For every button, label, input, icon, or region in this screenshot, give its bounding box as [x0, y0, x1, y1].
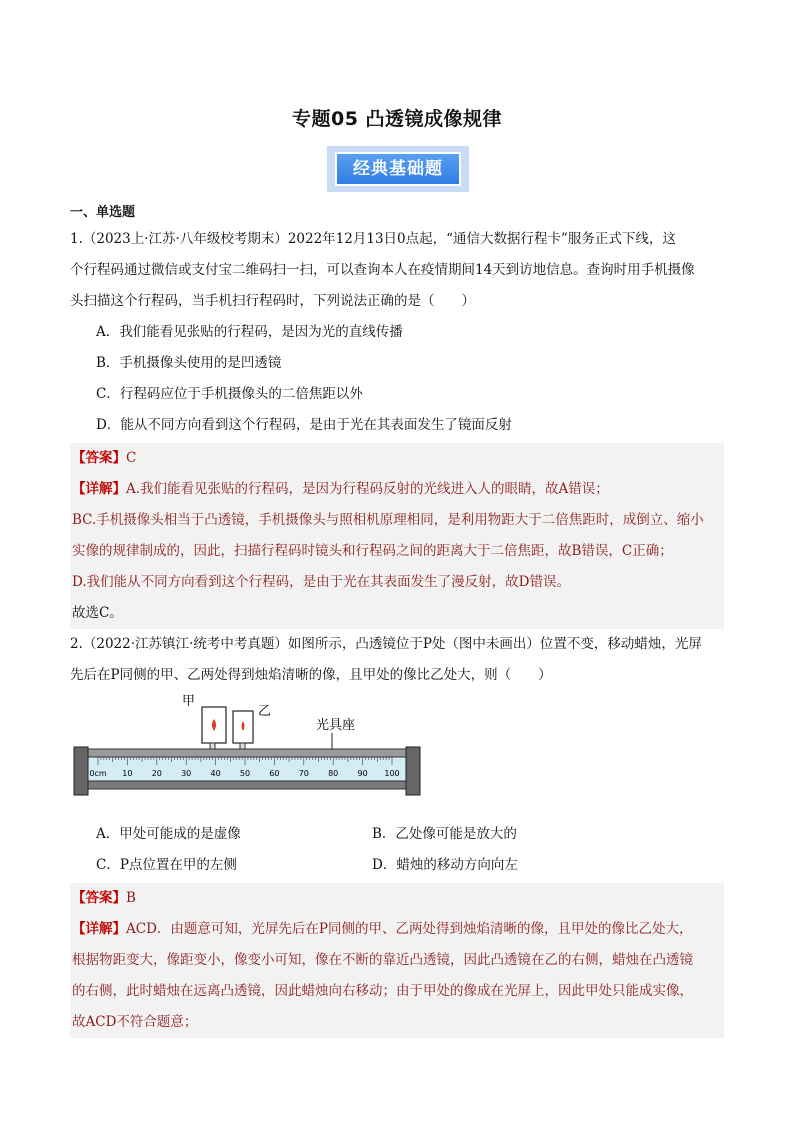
- q1-option-b: B．手机摄像头使用的是凹透镜: [96, 355, 282, 371]
- q1-answer: [72, 443, 722, 474]
- scale-tick-label: 100: [384, 769, 400, 778]
- scale-tick-label: 40: [210, 769, 221, 778]
- answer-label: 【答案】: [72, 890, 126, 906]
- scale-tick-label: 30: [181, 769, 192, 778]
- q2-option-c: C．P点位置在甲的左侧: [96, 857, 237, 873]
- q2-option-b: B．乙处像可能是放大的: [372, 826, 517, 842]
- q1-stem-line: 1.（2023上·江苏·八年级校考期末）2022年12月13日0点起，“通信大数据行程卡”服务正式下线，这: [70, 231, 676, 247]
- scale-tick-label: 0cm: [89, 769, 107, 778]
- q2-detail-line: 的右侧，此时蜡烛在远离凸透镜，因此蜡烛向右移动；由于甲处的像成在光屏上，因此甲处只能成实像，: [72, 983, 693, 999]
- q1-option-a: A．我们能看见张贴的行程码，是因为光的直线传播: [96, 324, 403, 340]
- q1-detail-line: [72, 474, 722, 505]
- scale-tick-label: 60: [269, 769, 280, 778]
- question-1: [70, 224, 724, 629]
- q2-detail-line: 故ACD不符合题意；: [72, 1014, 198, 1030]
- q1-detail-line: D.我们能从不同方向看到这个行程码，是由于光在其表面发生了漫反射，故D错误。: [72, 574, 570, 590]
- scale-tick-label: 10: [122, 769, 133, 778]
- q2-stem-line: 2.（2022·江苏镇江·统考中考真题）如图所示，凸透镜位于P处（图中未画出）位置不变，移动蜡烛，光屏: [70, 636, 702, 652]
- q2-stem-line: 先后在P同侧的甲、乙两处得到烛焰清晰的像，且甲处的像比乙处大，则（ ）: [70, 667, 552, 683]
- q2-answer: [72, 883, 722, 914]
- q2-options-row-1: [70, 819, 724, 850]
- question-2: [70, 629, 724, 1038]
- q1-stem-line: 个行程码通过微信或支付宝二维码扫一扫，可以查询本人在疫情期间14天到访地信息。查询时用手机摄像: [70, 262, 695, 278]
- page-title: 专题05 凸透镜成像规律: [291, 108, 503, 130]
- label-optical-bench: 光具座: [316, 718, 356, 733]
- content: [70, 201, 724, 1038]
- answer-value: B: [126, 890, 136, 906]
- scale-tick-label: 50: [239, 769, 251, 778]
- q2-options-row-2: [70, 850, 724, 881]
- answer-value: C: [126, 450, 137, 466]
- q2-answer-block: [70, 883, 724, 1038]
- scale-tick-label: 90: [357, 769, 368, 778]
- scale-tick-label: 70: [298, 769, 309, 778]
- scale-tick-label: 20: [151, 769, 162, 778]
- q1-detail-line: 实像的规律制成的，因此，扫描行程码时镜头和行程码之间的距离大于二倍焦距，故B错误，C正确；: [72, 543, 673, 559]
- q2-option-d: D．蜡烛的移动方向向左: [372, 857, 518, 873]
- q2-option-a: A．甲处可能成的是虚像: [96, 826, 241, 842]
- bench-right-foot: [406, 747, 420, 795]
- section-heading: 一、单选题: [70, 205, 136, 220]
- label-yi: 乙: [258, 704, 272, 719]
- q2-detail-line: 根据物距变大，像距变小，像变小可知，像在不断的靠近凸透镜，因此凸透镜在乙的右侧，蜡烛在凸透镜: [72, 952, 693, 968]
- q1-answer-block: [70, 443, 724, 629]
- label-jia: 甲: [182, 694, 196, 709]
- bench-bottom-rail: [78, 781, 414, 789]
- bench-top-rail: [78, 749, 414, 757]
- scale-tick-label: 80: [328, 769, 339, 778]
- optical-bench-figure: [70, 691, 724, 819]
- q1-option-c: C．行程码应位于手机摄像头的二倍焦距以外: [96, 386, 363, 402]
- badge: [327, 146, 469, 192]
- q1-conclusion: 故选C。: [72, 605, 123, 621]
- q1-detail-line: BC.手机摄像头相当于凸透镜，手机摄像头与照相机原理相同，是利用物距大于二倍焦距时，成倒立、缩小: [72, 512, 704, 528]
- q2-detail-line: [72, 914, 722, 945]
- detail-text: ACD．由题意可知，光屏先后在P同侧的甲、乙两处得到烛焰清晰的像，且甲处的像比乙处大，: [126, 921, 693, 937]
- answer-label: 【答案】: [72, 450, 126, 466]
- bench-left-foot: [74, 747, 88, 795]
- detail-label: 【详解】: [72, 921, 126, 937]
- optical-bench-diagram: [70, 691, 724, 819]
- q1-option-d: D．能从不同方向看到这个行程码，是由于光在其表面发生了镜面反射: [96, 417, 512, 433]
- q1-stem-line: 头扫描这个行程码，当手机扫行程码时，下列说法正确的是（ ）: [70, 293, 475, 309]
- badge-label: 经典基础题: [335, 152, 461, 186]
- detail-text: A.我们能看见张贴的行程码，是因为行程码反射的光线进入人的眼睛，故A错误；: [126, 481, 609, 497]
- detail-label: 【详解】: [72, 481, 126, 497]
